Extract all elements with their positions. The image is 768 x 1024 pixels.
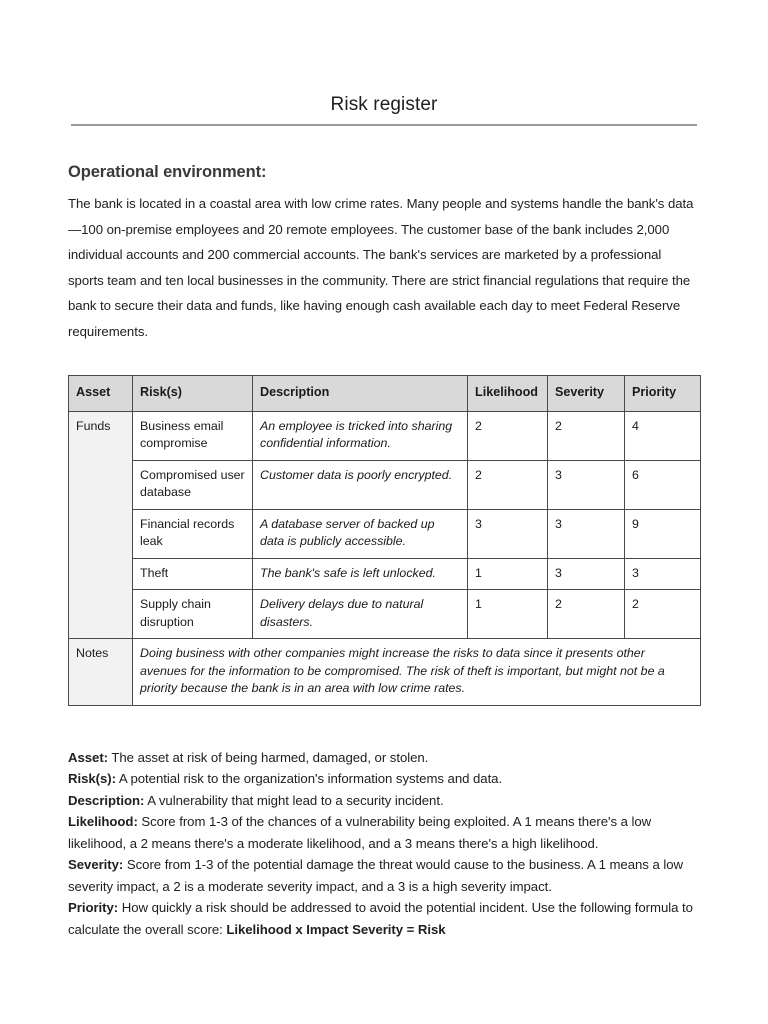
definition-term: Priority: — [68, 900, 119, 915]
priority-cell: 3 — [625, 558, 701, 590]
column-header-likelihood: Likelihood — [468, 376, 548, 412]
definition-severity — [68, 854, 700, 897]
risk-register-table — [68, 375, 701, 706]
definition-term: Likelihood: — [68, 814, 138, 829]
section-heading: Operational environment: — [68, 163, 267, 181]
definition-text: How quickly a risk should be addressed to avoid the potential incident. Use the following formula to calculate the overall score: — [68, 900, 693, 937]
likelihood-cell: 2 — [468, 411, 548, 460]
table-row — [69, 460, 701, 509]
severity-cell: 2 — [548, 411, 625, 460]
column-header-description: Description — [253, 376, 468, 412]
definition-text: A potential risk to the organization's information systems and data. — [115, 771, 503, 786]
definition-likelihood — [68, 811, 700, 854]
table-row — [69, 509, 701, 558]
severity-cell: 3 — [548, 460, 625, 509]
table-header-row — [69, 376, 701, 412]
description-cell: Customer data is poorly encrypted. — [253, 460, 468, 509]
column-header-asset: Asset — [69, 376, 133, 412]
priority-cell: 6 — [625, 460, 701, 509]
definition-formula: Likelihood x Impact Severity = Risk — [226, 921, 446, 937]
definition-text: Score from 1-3 of the potential damage the threat would cause to the business. A 1 means a low severity impact, a 2 is a moderate severity impact, and a 3 is a high severity impact. — [68, 857, 683, 894]
definition-term: Asset: — [68, 749, 109, 765]
likelihood-cell: 1 — [468, 590, 548, 639]
definition-asset — [68, 747, 700, 769]
risk-cell: Theft — [133, 558, 253, 590]
column-header-severity: Severity — [548, 376, 625, 412]
definition-priority — [68, 897, 700, 940]
severity-cell: 3 — [548, 558, 625, 590]
notes-text-cell: Doing business with other companies might increase the risks to data since it presents other avenues for the information to be compromised. The risk of theft is important, but might not be a priority because the bank is in an area with low crime rates. — [133, 639, 701, 706]
likelihood-cell: 2 — [468, 460, 548, 509]
column-header-priority: Priority — [625, 376, 701, 412]
description-cell: An employee is tricked into sharing confidential information. — [253, 411, 468, 460]
definition-description — [68, 790, 700, 812]
description-cell: The bank's safe is left unlocked. — [253, 558, 468, 590]
priority-cell: 9 — [625, 509, 701, 558]
definition-text: The asset at risk of being harmed, damaged, or stolen. — [108, 749, 429, 765]
severity-cell: 3 — [548, 509, 625, 558]
likelihood-cell: 3 — [468, 509, 548, 558]
operational-environment-paragraph: The bank is located in a coastal area with low crime rates. Many people and systems handle the bank's data—100 on-premise employees and 20 remote employees. The customer base of the bank includes 2,000 individual accounts and 200 commercial accounts. The bank's services are marketed by a professional sports team and ten local businesses in the community. There are strict financial regulations that require the bank to secure their data and funds, like having enough cash available each day to meet Federal Reserve requirements. — [68, 196, 694, 339]
definition-term: Risk(s): — [68, 771, 116, 786]
notes-label-cell: Notes — [69, 639, 133, 706]
definition-text: Score from 1-3 of the chances of a vulnerability being exploited. A 1 means there's a low likelihood, a 2 means there's a moderate likelihood, and a 3 means there's a high likelihood. — [68, 814, 652, 851]
definition-risks — [68, 768, 700, 790]
table-row — [69, 558, 701, 590]
table-row — [69, 411, 701, 460]
table-row — [69, 590, 701, 639]
priority-cell: 4 — [625, 411, 701, 460]
risk-cell: Supply chain disruption — [133, 590, 253, 639]
severity-cell: 2 — [548, 590, 625, 639]
risk-cell: Business email compromise — [133, 411, 253, 460]
notes-row — [69, 639, 701, 706]
risk-cell: Compromised user database — [133, 460, 253, 509]
risk-cell: Financial records leak — [133, 509, 253, 558]
definitions-list — [68, 706, 700, 941]
asset-cell: Funds — [69, 411, 133, 639]
likelihood-cell: 1 — [468, 558, 548, 590]
definition-term: Description: — [68, 792, 145, 808]
priority-cell: 2 — [625, 590, 701, 639]
definition-term: Severity: — [68, 857, 124, 872]
description-cell: Delivery delays due to natural disasters. — [253, 590, 468, 639]
definition-text: A vulnerability that might lead to a security incident. — [144, 792, 444, 808]
description-cell: A database server of backed up data is publicly accessible. — [253, 509, 468, 558]
page-title: Risk register — [330, 94, 438, 115]
column-header-risks: Risk(s) — [133, 376, 253, 412]
